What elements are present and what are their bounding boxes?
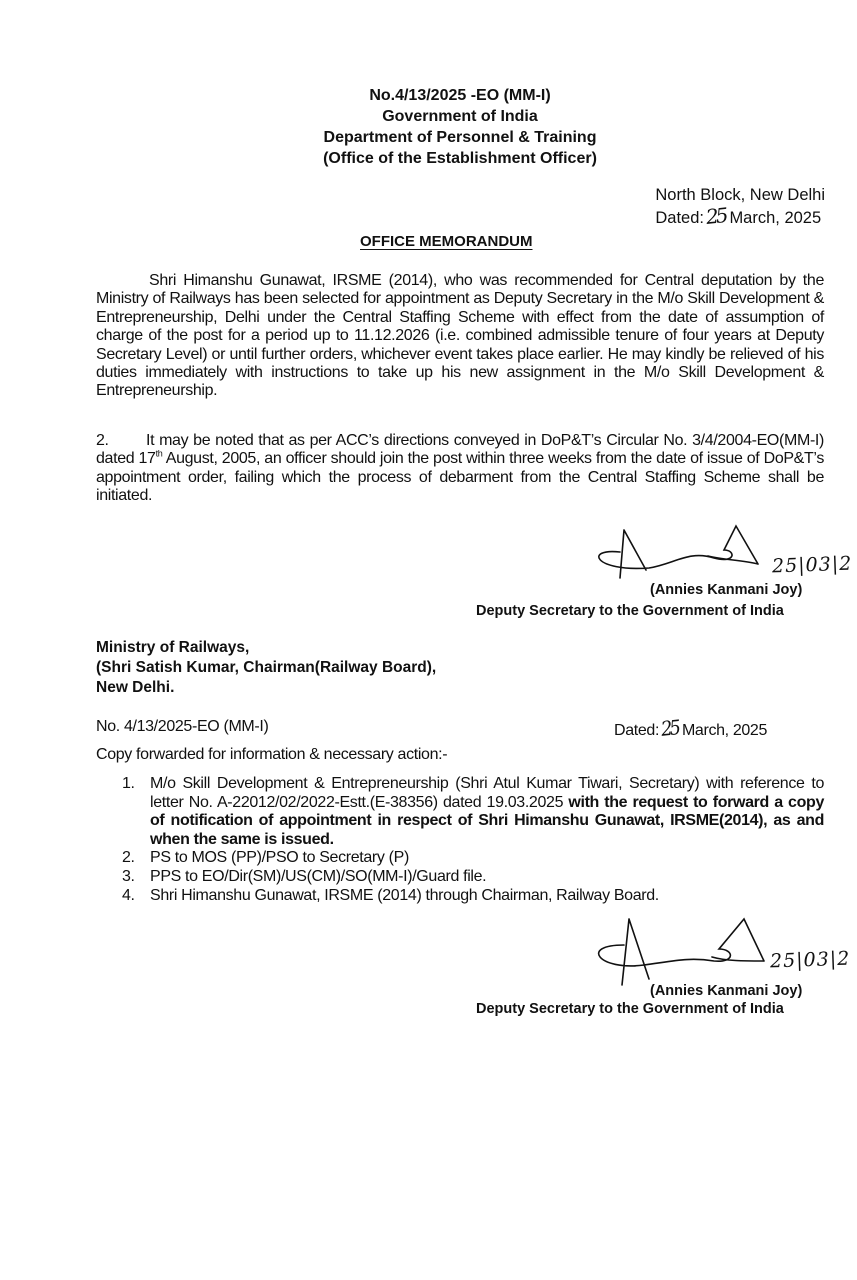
signatory-designation: Deputy Secretary to the Government of India [476,1001,784,1017]
place: North Block, New Delhi [655,186,825,204]
office-line: (Office of the Establishment Officer) [323,150,597,167]
addressee: Ministry of Railways, (Shri Satish Kumar, Chairman(Railway Board), New Delhi. [96,639,437,696]
signatory-name: (Annies Kanmani Joy) [650,582,803,598]
handwritten-day: 25 [659,715,680,741]
paragraph-1: Shri Himanshu Gunawat, IRSME (2014), who was recommended for Central deputation by the Ministry of Railways has been selected for appointment as Deputy Secretary in the M/o Skill Development & Entrepreneurship, Delhi under the Central Staffing Scheme with effect from the date of assumption of charge of the post for a period up to 11.12.2026 (i.e. combined admissible tenure of four years at Deputy Secretary Level) or until further orders, whichever event takes place earlier. He may kindly be relieved of his duties immediately with instructions to take up his new assignment in the M/o Skill Development & Entrepreneurship. [96,272,824,400]
list-item: 2. PS to MOS (PP)/PSO to Secretary (P) [122,849,409,867]
signatory-designation: Deputy Secretary to the Government of India [476,603,784,619]
list-item: 1. M/o Skill Development & Entrepreneurship (Shri Atul Kumar Tiwari, Secretary) with reference to letter No. A-22012/02/2022-Estt.(E-38356) dated 19.03.2025 with the request to forward a copy of notification of appointment in respect of Shri Himanshu Gunawat, IRSME(2014), as and when the same is issued. [122,775,824,848]
handwritten-day: 25 [704,203,727,229]
copy-reference-number: No. 4/13/2025-EO (MM-I) [96,718,269,735]
copy-forwarded-line: Copy forwarded for information & necessary action:- [96,746,448,763]
signatory-name: (Annies Kanmani Joy) [650,983,803,999]
list-item: 4. Shri Himanshu Gunawat, IRSME (2014) through Chairman, Railway Board. [122,886,659,904]
document-header [300,85,620,169]
government-line: Government of India [382,108,538,125]
signature-block-2 [474,915,857,1020]
list-item: 3. PPS to EO/Dir(SM)/US(CM)/SO(MM-I)/Guard file. [122,867,487,885]
paragraph-2: 2. It may be noted that as per ACC’s directions conveyed in DoP&T’s Circular No. 3/4/2004-EO(MM-I) dated 17th August, 2005, an officer should join the post within three weeks from the date of issue of DoP&T’s appointment order, failing which the process of debarment from the Central Staffing Scheme shall be initiated. [96,432,824,505]
department-line: Department of Personnel & Training [323,129,597,146]
paragraph-number: 2. [96,432,109,449]
signature-handwritten-date: 25|03|2 [769,947,851,973]
signature-block-1 [474,520,857,620]
issue-date [655,203,825,229]
signature-handwritten-date: 25|03|2 [771,552,853,578]
memo-title: OFFICE MEMORANDUM [360,233,533,250]
month-year: March, 2025 [729,209,822,227]
place-and-date [655,185,825,229]
copy-recipient-list [120,775,824,905]
file-number: No.4/13/2025 -EO (MM-I) [369,87,551,104]
copy-date: Dated:25 March, 2025 [614,715,768,741]
dated-label: Dated: [655,209,704,227]
